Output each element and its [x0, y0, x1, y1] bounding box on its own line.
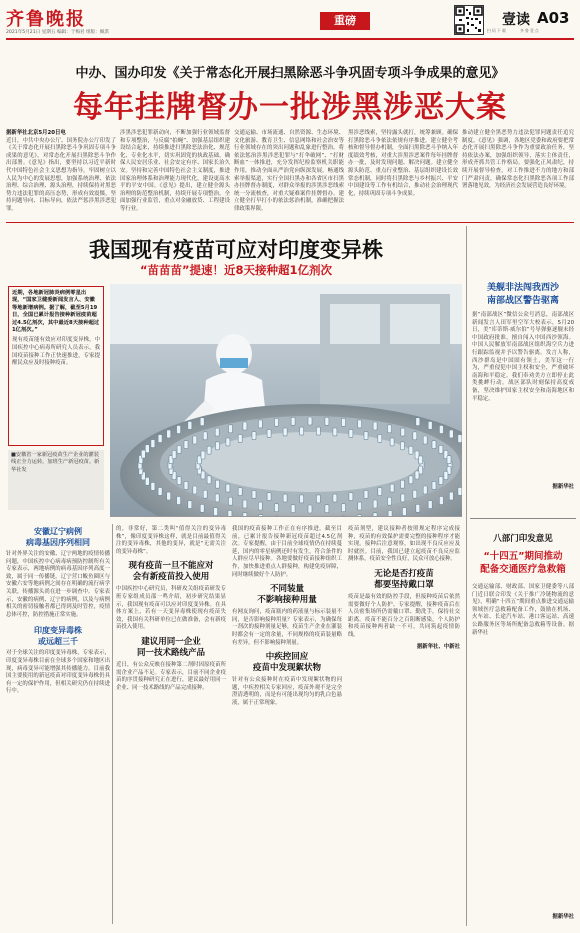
vial [428, 421, 432, 429]
side2-headline: “十四五”期间推动 配备交通医疗急救箱 [480, 551, 566, 575]
vaccine-production-photo [110, 284, 462, 516]
story-col-d-head: 无论是否打疫苗 都要坚持戴口罩 [374, 568, 434, 590]
lead-col-2-text: 涉黑涉恶犯罪新动向，不断加强行业领域监督和专项整治，与反腐“拍蝇”、加强基层组织建设结合起来，持续推进扫黑除恶法治化、规范化、专业化水平，切实巩固党的执政基础，确保人民安居乐业、社会安定有序、国家长治久安。坚持和完善中国特色社会主义制度，推进国家治理体系和治理能力现代化，建设更高水平的平安中国。《意见》提出，建立健全源头治理的防范整治机制，持续开展专项整治，全面加强行业监管，重点对金融放贷、工程建设等行业。 [120, 130, 230, 212]
vial [401, 442, 405, 450]
vial [207, 446, 211, 454]
side1-text: 据“南部战区”微信公众号消息，南部战区新闻发言人田军里空军大校表示，5月20日，美“库蒂斯·威尔伯”号导弹驱逐舰未经中国政府批准，擅自闯入中国西沙领海。中国人民解放军南部战区组织海空兵力进行跟踪监视并予以警告驱离。发言人称，西沙群岛是中国固有领土，美军这一行为，严重侵犯中国主权和安全，严重破坏南海和平稳定。我们奉劝美方立即停止此类挑衅行动。战区部队时刻保持高度戒备，坚决维护国家主权安全和南海地区和平稳定。 [472, 312, 574, 402]
vial [145, 445, 149, 453]
vial [378, 434, 382, 442]
vial [167, 430, 171, 438]
vial [409, 476, 413, 484]
vial [188, 501, 192, 509]
vial [388, 497, 392, 505]
vial [216, 442, 220, 450]
vial [243, 500, 247, 508]
lead-col-1 [6, 130, 116, 214]
sidebar-rule [466, 226, 467, 926]
side-divider [470, 518, 576, 519]
vial [325, 505, 329, 513]
vial [177, 477, 181, 485]
vial [300, 495, 304, 503]
vial [275, 418, 279, 426]
vial [444, 472, 448, 480]
vial [458, 435, 462, 443]
story-col-b-text-3: 近日，有公众反映在接种第二剂时因原疫苗所需企业产品不足。专家表示，目前不同企业疫苗的序贯接种研究正在进行，建议最好用同一企业、同一技术路线的产品完成接种。 [116, 661, 226, 691]
vial [252, 490, 256, 498]
story-col-c [232, 526, 342, 708]
vial [390, 438, 394, 446]
column-rule [112, 524, 113, 924]
vial [258, 502, 262, 510]
section-divider [6, 222, 574, 223]
vial [226, 438, 230, 446]
vial [177, 426, 181, 434]
vial [325, 417, 329, 425]
lead-col-5-text: 推动建立健全黑恶势力违法犯罪问题责任追究制度。《意见》强调，各地区党委和政府要把常态化开展扫黑除恶斗争作为重要政治任务，坚持依法办案，加强组织领导，落实主体责任，形成齐抓共管工作格局。要强化正风肃纪，持续开展督导检查，对工作推进不力的地方和部门严肃问责，确保常态化扫黑除恶各项工作部署落地见效，为经济社会发展营造良好环境。 [462, 130, 574, 190]
qr-caption-2: 齐 鲁 壹 点 [520, 28, 539, 33]
vial [373, 422, 377, 430]
vial [419, 466, 423, 474]
story-col-d-text: 疫苗剂型，建议接种者按照规定程序完成接种，疫苗的有效保护需要完整的接种程序才能实现。接种后注意观察，如出现不良反应应及时就医。目前，我国已建立起疫苗不良反应监测体系，疫苗安全性良好，民众可放心接种。 [348, 526, 460, 563]
vial [439, 426, 443, 434]
vial [184, 441, 188, 449]
vial [243, 422, 247, 430]
vial [215, 494, 219, 502]
lead-col-3-text: 交通运输、市场流通、自然资源、生态环境、文化旅游、教育卫生、信息网络和社会治安等行业领域存在的突出问题和乱象进行整治。将依法惩治涉黑涉恶犯罪与“打伞破网”、“打财断血”一体推进，充分发挥纪检监察机关职能作用，推动全面从严治党向纵深发展。畅通线索举报渠道，实行全国扫黑办和各省区市扫黑办挂牌督办制度，对群众举报的涉黑涉恶线索统一分流核查，对重大疑难案件挂牌督办。建立健全打早打小的依法惩治机制，准确把握法律政策界限。 [234, 130, 344, 212]
vial [158, 487, 162, 495]
vial [401, 428, 405, 436]
vial [432, 481, 436, 489]
story-col-b-head: 现有疫苗一旦不能应对 会有新疫苗投入使用 [128, 561, 214, 583]
summary-box [8, 286, 104, 446]
qr-caption: 扫 码 下 载 [487, 28, 506, 33]
story-col-a-text-2: 对于全球关注的印度变异毒株，专家表示，印度变异毒株目前在全球多个国家和地区出现，病毒变异可能增强其传播能力。目前我国主要使用的新冠疫苗对印度变异毒株仍具有一定的保护作用，但相关研究仍在持续进行中。 [6, 650, 110, 695]
vial [342, 504, 346, 512]
side1-byline: 据新华社 [552, 484, 574, 490]
vial [316, 427, 320, 435]
masthead-logo: 齐鲁晚报 [6, 9, 86, 30]
vial [203, 432, 207, 440]
story-title: 我国现有疫苗可应对印度变异株 [89, 238, 383, 262]
lead-col-4-text: 黑涉恶线索，坚持露头就打，统筹兼顾。确保打黑除恶斗争依法依规有序推进。建立健全考核和督导督办机制，全面扫黑除恶斗争纳入年度绩效考核，对重大涉黑涉恶案件每年挂牌督办一批，及时发现问题、解决问题。建立健全源头防范、重点行业整治、基层组织建设长效常态机制，同时将扫黑除恶与乡村振兴、平安中国建设等工作有机结合，推动社会治理现代化，持续巩固专项斗争成果。 [348, 130, 458, 197]
vial [200, 504, 204, 512]
story-col-c-text-2: 有网友询问，疫苗瓶内的药液量与标示装量不同，是否影响接种用量？专家表示，为确保每一剂次的接种剂量足够，疫苗生产企业在灌装时都会有一定的余量，不同规格的疫苗装量略有差异，但不影响接种剂量。 [232, 609, 342, 646]
vial [342, 418, 346, 426]
story-col-b-head-2: 建议用同一企业 同一技术路线产品 [136, 636, 205, 658]
side2-byline: 据新华社 [552, 914, 574, 920]
vial [291, 417, 295, 425]
vial [229, 425, 233, 433]
vial [415, 451, 419, 459]
vial [238, 434, 242, 442]
vial [413, 432, 417, 440]
vial [401, 480, 405, 488]
vial [193, 486, 197, 494]
vial [201, 451, 205, 459]
vial [349, 429, 353, 437]
vial [216, 480, 220, 488]
vial [184, 481, 188, 489]
vial [439, 445, 443, 453]
vial [439, 497, 443, 505]
vial [258, 420, 262, 428]
side2-text: 交通运输部、财政部、国家卫健委等八部门近日联合印发《关于推广冷链物流的意见》，明确“十四五”期间重点推进交通运输领域医疗急救箱配备工作，鼓励在机场、火车站、长途汽车站、港口客运站、高速公路服务区等场所配备急救箱等设备。据新华社 [472, 584, 574, 636]
vial [177, 445, 181, 453]
date-line: 2021年5月21日 星期五 编辑：于梅君 组版：佩淇 [6, 30, 109, 35]
story-col-a-head-2: 印度变异毒株 或远超三千 [34, 626, 82, 647]
vial [416, 504, 420, 512]
story-col-a [6, 526, 110, 696]
vial [229, 497, 233, 505]
vial [203, 490, 207, 498]
vial [364, 490, 368, 498]
vial [449, 492, 453, 500]
vial [402, 508, 406, 516]
vial [214, 508, 218, 516]
vial [409, 446, 413, 454]
header-rule [6, 38, 574, 40]
vial [401, 494, 405, 502]
story-col-a-text: 针对外界关注的安徽、辽宁两地的疫情传播问题，中国疾控中心病毒病预防控制所有关专家表示，两地病例的病毒基因序列高度一致，属于同一传播链。辽宁营口鲅鱼圈区与安徽六安等地病例之间存在明确的流行病学关联，传播源头尚在进一步调查中。专家表示，安徽的病例、辽宁的病例，以及与病例相关的密切接触者都已得到及时管控，疫情总体可控，防控措施正常实施。 [6, 551, 110, 618]
side1-title: 美舰非法闯我西沙 南部战区警告驱离 [486, 283, 559, 306]
vial [390, 484, 394, 492]
vial [364, 432, 368, 440]
vial [252, 432, 256, 440]
vial [207, 476, 211, 484]
vial [447, 456, 451, 464]
vial [358, 502, 362, 510]
story-col-d [348, 526, 460, 651]
qr-code-icon [454, 5, 484, 35]
vial [201, 471, 205, 479]
vial [416, 418, 420, 426]
vial [333, 494, 337, 502]
vial [145, 477, 149, 485]
story-col-d-text-2: 疫苗是最有效的防控手段，但接种疫苗后依然需要做好个人防护。专家提醒，接种疫苗后在人员密集场所仍需戴口罩、勤洗手，保持社交距离。疫苗不能百分之百阻断感染，个人防护和疫苗接种两者缺一不可，共同筑起疫情防线。 [348, 593, 460, 638]
vial [449, 430, 453, 438]
vial [419, 456, 423, 464]
lead-title: 每年挂牌督办一批涉黑涉恶大案 [73, 90, 507, 125]
vial [413, 490, 417, 498]
vial [291, 505, 295, 513]
vial [349, 493, 353, 501]
vial [333, 428, 337, 436]
story-col-b-text-2: 中国疾控中心研究员，科研攻关组疫苗研发专班专家组成员邵一鸣介绍，初步研究结果显示，我国现有疫苗可以应对印度变异株。在具体方案上，若有一天变异毒株使现有疫苗失效，我国有关科研单位已在做准备，会有新疫苗投入使用。 [116, 586, 226, 631]
lead-subtitle: 中办、国办印发《关于常态化开展扫黑除恶斗争巩固专项斗争成果的意见》 [75, 66, 505, 81]
vial [388, 425, 392, 433]
vial [158, 435, 162, 443]
vial [300, 427, 304, 435]
vial [167, 492, 171, 500]
vial [439, 477, 443, 485]
story-byline: 据新华社、中新社 [416, 643, 460, 650]
vial [432, 441, 436, 449]
lead-dateline: 据新华社北京5月20日电 [6, 130, 66, 136]
vial [358, 420, 362, 428]
vial [267, 429, 271, 437]
vial [308, 505, 312, 513]
section-name: 壹读 [502, 12, 530, 28]
photo-divider [110, 516, 462, 517]
section-badge: 重磅 [320, 12, 370, 30]
story-col-c-head: 不同装量 不影响接种用量 [257, 584, 317, 606]
vial [378, 488, 382, 496]
vial [308, 417, 312, 425]
vial [373, 500, 377, 508]
vial [215, 428, 219, 436]
vial [226, 484, 230, 492]
story-col-c-text-3: 针对有公众接种时在疫苗中发现絮状物的问题，中疾控相关专家回应，疫苗外观不是完全澄清透明的，而是有可能出现均匀的乳白色悬液，属于正常现象。 [232, 677, 342, 706]
vial [188, 421, 192, 429]
vial [193, 436, 197, 444]
vial [151, 482, 155, 490]
lead-col-1-text: 近日，中共中央办公厅、国务院办公厅印发了《关于常态化开展扫黑除恶斗争巩固专项斗争成果的意见》，对常态化开展扫黑除恶斗争作出部署。《意见》指出，要坚持以习近平新时代中国特色社会主义思想为指导，牢固树立以人民为中心的发展思想，加强系统治理、依法治理、综合治理、源头治理，持续保持对黑恶势力违法犯罪的高压态势，形成有效震慑，坚持问题导向、目标导向，依法严惩涉黑涉恶犯罪。 [6, 137, 116, 212]
vial [423, 486, 427, 494]
story-col-c-text: 我国的疫苗接种工作正在有序推进，截至目前，已累计报告接种新冠疫苗超过4.5亿剂次。专家提醒，由于目前全球疫情仍在持续蔓延，国内的零星病例还时有发生，符合条件的人群应尽早接种。各地要做好疫苗接种组织工作，加快推进重点人群接种，构建免疫屏障，同时继续做好个人防护。 [232, 526, 342, 578]
page-number: A03 [537, 9, 570, 27]
vial [238, 488, 242, 496]
story-col-b [116, 526, 226, 692]
vial [172, 451, 176, 459]
story-col-c-head-2: 中疾控回应 疫苗中发现絮状物 [252, 652, 321, 674]
vial [316, 495, 320, 503]
vial [458, 487, 462, 495]
story-subtitle: “苗苗苗”提速！近8天接种超1亿剂次 [139, 263, 333, 277]
vial [151, 440, 155, 448]
vial [415, 471, 419, 479]
summary-text-2: 现有疫苗能有效应对印度变异株，中国疾控中心病毒所研究人员表示，我国疫苗接种工作正快速推进，专家提醒民众应及时接种疫苗。 [12, 337, 100, 367]
vial [275, 504, 279, 512]
vial [428, 501, 432, 509]
vial [423, 436, 427, 444]
photo-caption: ■安徽省一家新冠疫苗生产企业的灌装线正全力运转，加班生产新冠疫苗。新华社发 [8, 450, 104, 510]
vial [141, 450, 145, 458]
vial [283, 494, 287, 502]
vial [283, 428, 287, 436]
vial [200, 418, 204, 426]
side2-title: 八部门印发意见 [493, 534, 553, 544]
story-col-b-text: 的，非常好，第二类叫“值得关注的变异毒株”，像印度变异株这样，就是目前最值得关注的变异毒株，其他的变异，就是“无需关注的变异毒株”。 [116, 526, 226, 555]
story-col-a-head: 安徽辽宁病例 病毒基因序列相同 [26, 527, 90, 547]
summary-text: 近期，各地新冠肺炎病例零星出现，“国家卫健委新闻发言人、安徽等地新增病例。据了解，截至5月19日，全国已累计报告接种新冠疫苗超过4.5亿剂次，其中最近8天接种超过1亿剂次。” [12, 290, 100, 334]
vial [267, 493, 271, 501]
vial [177, 497, 181, 505]
